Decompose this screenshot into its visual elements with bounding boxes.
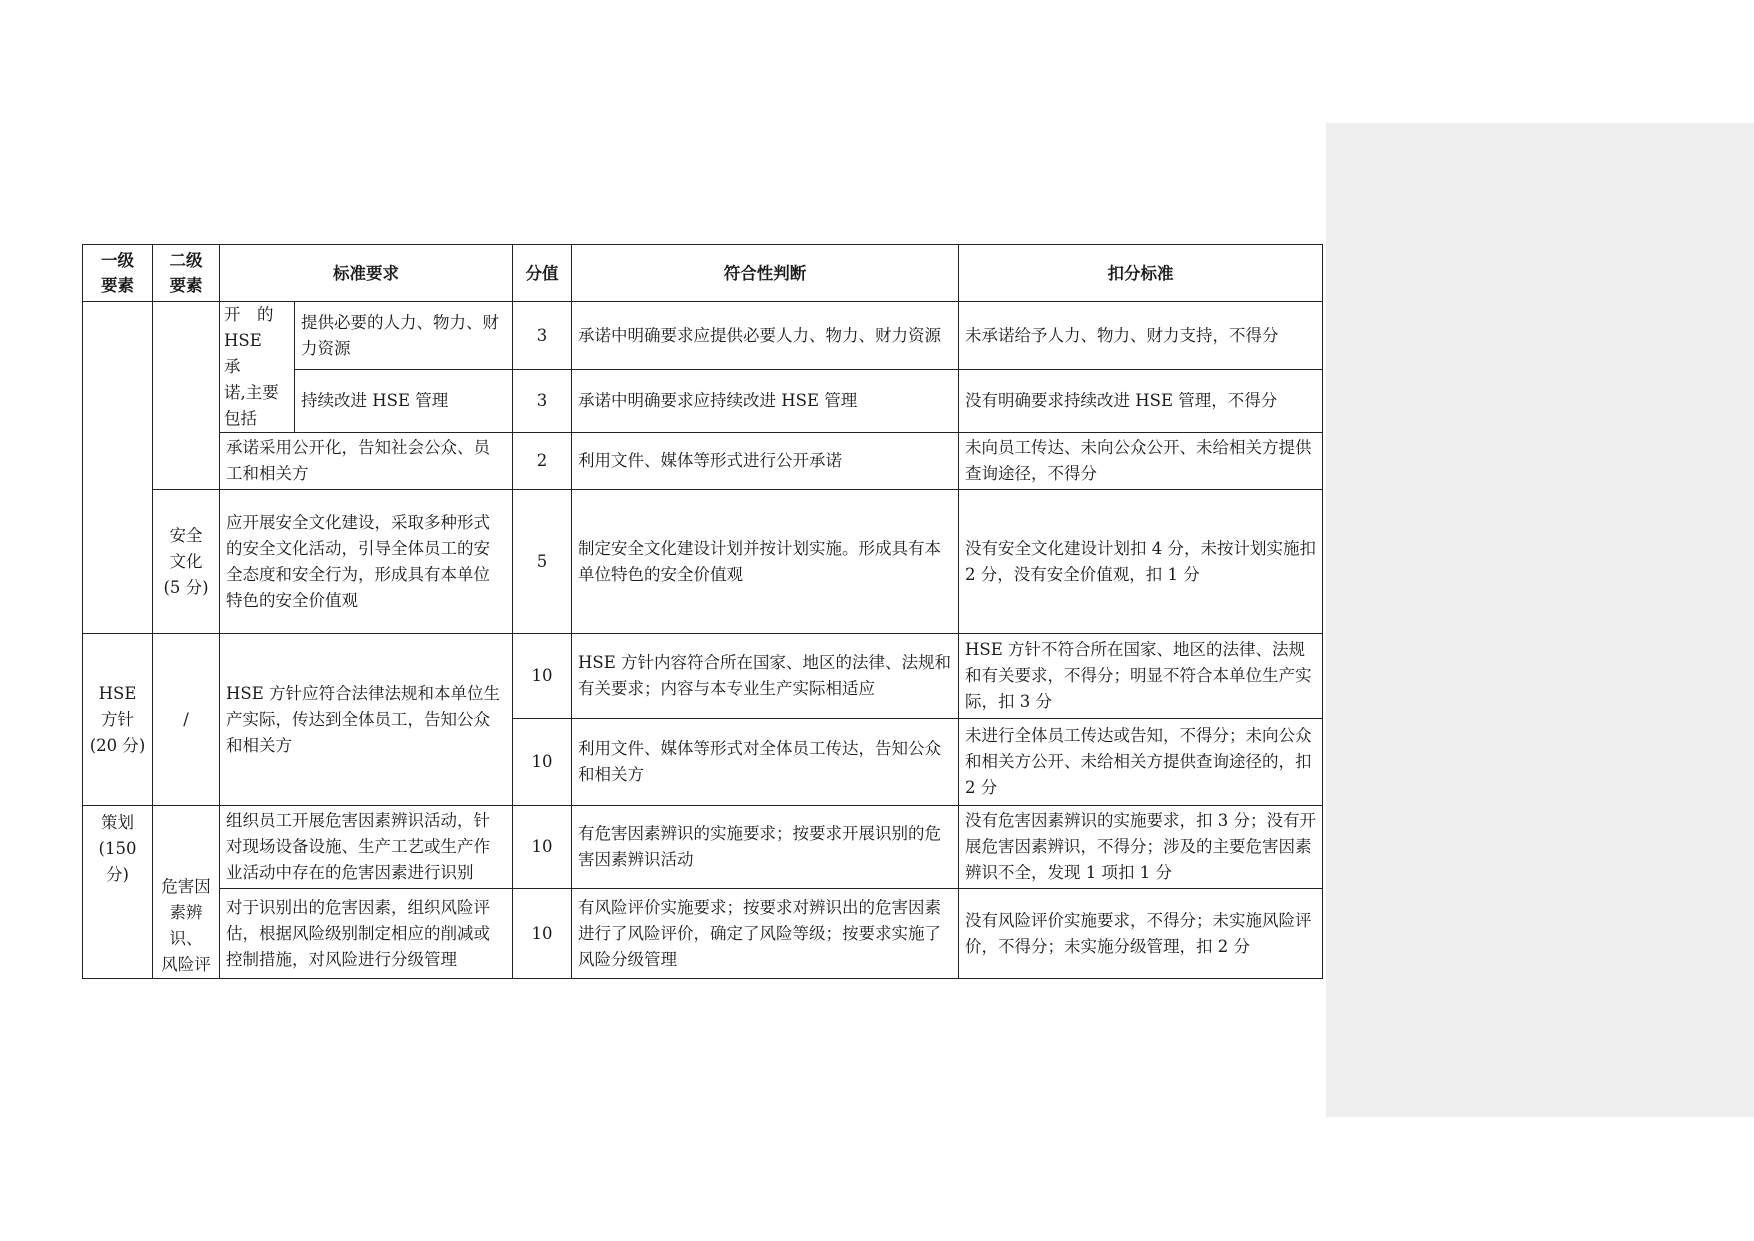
- table-row: [83, 634, 1323, 719]
- policy-a-judgement: HSE 方针内容符合所在国家、地区的法律、法规和有关要求；内容与本专业生产实际相适应: [572, 634, 959, 719]
- comment-margin-panel: [1326, 123, 1754, 1117]
- commit3-judgement: 利用文件、媒体等形式进行公开承诺: [572, 433, 959, 490]
- commit1-deduction: 未承诺给予人力、物力、财力支持，不得分: [959, 302, 1323, 370]
- commit2-deduction: 没有明确要求持续改进 HSE 管理，不得分: [959, 370, 1323, 433]
- commit1-score: 3: [513, 302, 572, 370]
- hse-standard-table: [82, 244, 1323, 979]
- policy-a-deduction: HSE 方针不符合所在国家、地区的法律、法规和有关要求，不得分；明显不符合本单位生产实际，扣 3 分: [959, 634, 1323, 719]
- plan-a-judgement: 有危害因素辨识的实施要求；按要求开展识别的危害因素辨识活动: [572, 806, 959, 889]
- plan-b-deduction: 没有风险评价实施要求，不得分；未实施风险评价，不得分；未实施分级管理，扣 2 分: [959, 889, 1323, 979]
- header-row: [83, 245, 1323, 302]
- commit1-requirement: 提供必要的人力、物力、财力资源: [295, 302, 513, 370]
- commit-group-label: 开 的 HSE 承 诺,主要 包括: [220, 302, 295, 433]
- commit3-requirement: 承诺采用公开化，告知社会公众、员工和相关方: [220, 433, 513, 490]
- table-row: [83, 302, 1323, 370]
- commit3-deduction: 未向员工传达、未向公众公开、未给相关方提供查询途径，不得分: [959, 433, 1323, 490]
- plan-a-requirement: 组织员工开展危害因素辨识活动，针对现场设备设施、生产工艺或生产作业活动中存在的危害因素进行识别: [220, 806, 513, 889]
- commit1-judgement: 承诺中明确要求应提供必要人力、物力、财力资源: [572, 302, 959, 370]
- header-level1: 一级 要素: [83, 245, 153, 302]
- culture-judgement: 制定安全文化建设计划并按计划实施。形成具有本单位特色的安全价值观: [572, 490, 959, 634]
- plan-level2: 危害因 素辨识、 风险评: [153, 806, 220, 979]
- policy-b-deduction: 未进行全体员工传达或告知，不得分；未向公众和相关方公开、未给相关方提供查询途径的，扣 2 分: [959, 719, 1323, 806]
- commit3-score: 2: [513, 433, 572, 490]
- table-row: [83, 433, 1323, 490]
- policy-level1: HSE 方针 (20 分): [83, 634, 153, 806]
- commit2-judgement: 承诺中明确要求应持续改进 HSE 管理: [572, 370, 959, 433]
- culture-deduction: 没有安全文化建设计划扣 4 分，未按计划实施扣 2 分，没有安全价值观，扣 1 分: [959, 490, 1323, 634]
- policy-b-score: 10: [513, 719, 572, 806]
- policy-level2: /: [153, 634, 220, 806]
- plan-level1: 策划 (150 分): [83, 806, 153, 979]
- policy-a-score: 10: [513, 634, 572, 719]
- table-row: [83, 889, 1323, 979]
- header-level2: 二级 要素: [153, 245, 220, 302]
- level1-cell-empty: [83, 302, 153, 634]
- plan-b-requirement: 对于识别出的危害因素，组织风险评估，根据风险级别制定相应的削减或控制措施，对风险进行分级管理: [220, 889, 513, 979]
- table-row: [83, 490, 1323, 634]
- level2-cell-empty: [153, 302, 220, 490]
- culture-level2: 安全 文化 (5 分): [153, 490, 220, 634]
- policy-requirement: HSE 方针应符合法律法规和本单位生产实际，传达到全体员工，告知公众和相关方: [220, 634, 513, 806]
- plan-a-deduction: 没有危害因素辨识的实施要求，扣 3 分；没有开展危害因素辨识，不得分；涉及的主要危害因素辨识不全，发现 1 项扣 1 分: [959, 806, 1323, 889]
- commit2-score: 3: [513, 370, 572, 433]
- culture-requirement: 应开展安全文化建设，采取多种形式的安全文化活动，引导全体员工的安全态度和安全行为，形成具有本单位特色的安全价值观: [220, 490, 513, 634]
- header-judgement: 符合性判断: [572, 245, 959, 302]
- header-requirement: 标准要求: [220, 245, 513, 302]
- plan-a-score: 10: [513, 806, 572, 889]
- policy-b-judgement: 利用文件、媒体等形式对全体员工传达，告知公众和相关方: [572, 719, 959, 806]
- header-deduction: 扣分标准: [959, 245, 1323, 302]
- plan-b-score: 10: [513, 889, 572, 979]
- header-score: 分值: [513, 245, 572, 302]
- table-row: [83, 806, 1323, 889]
- commit2-requirement: 持续改进 HSE 管理: [295, 370, 513, 433]
- plan-b-judgement: 有风险评价实施要求；按要求对辨识出的危害因素进行了风险评价，确定了风险等级；按要求实施了风险分级管理: [572, 889, 959, 979]
- culture-score: 5: [513, 490, 572, 634]
